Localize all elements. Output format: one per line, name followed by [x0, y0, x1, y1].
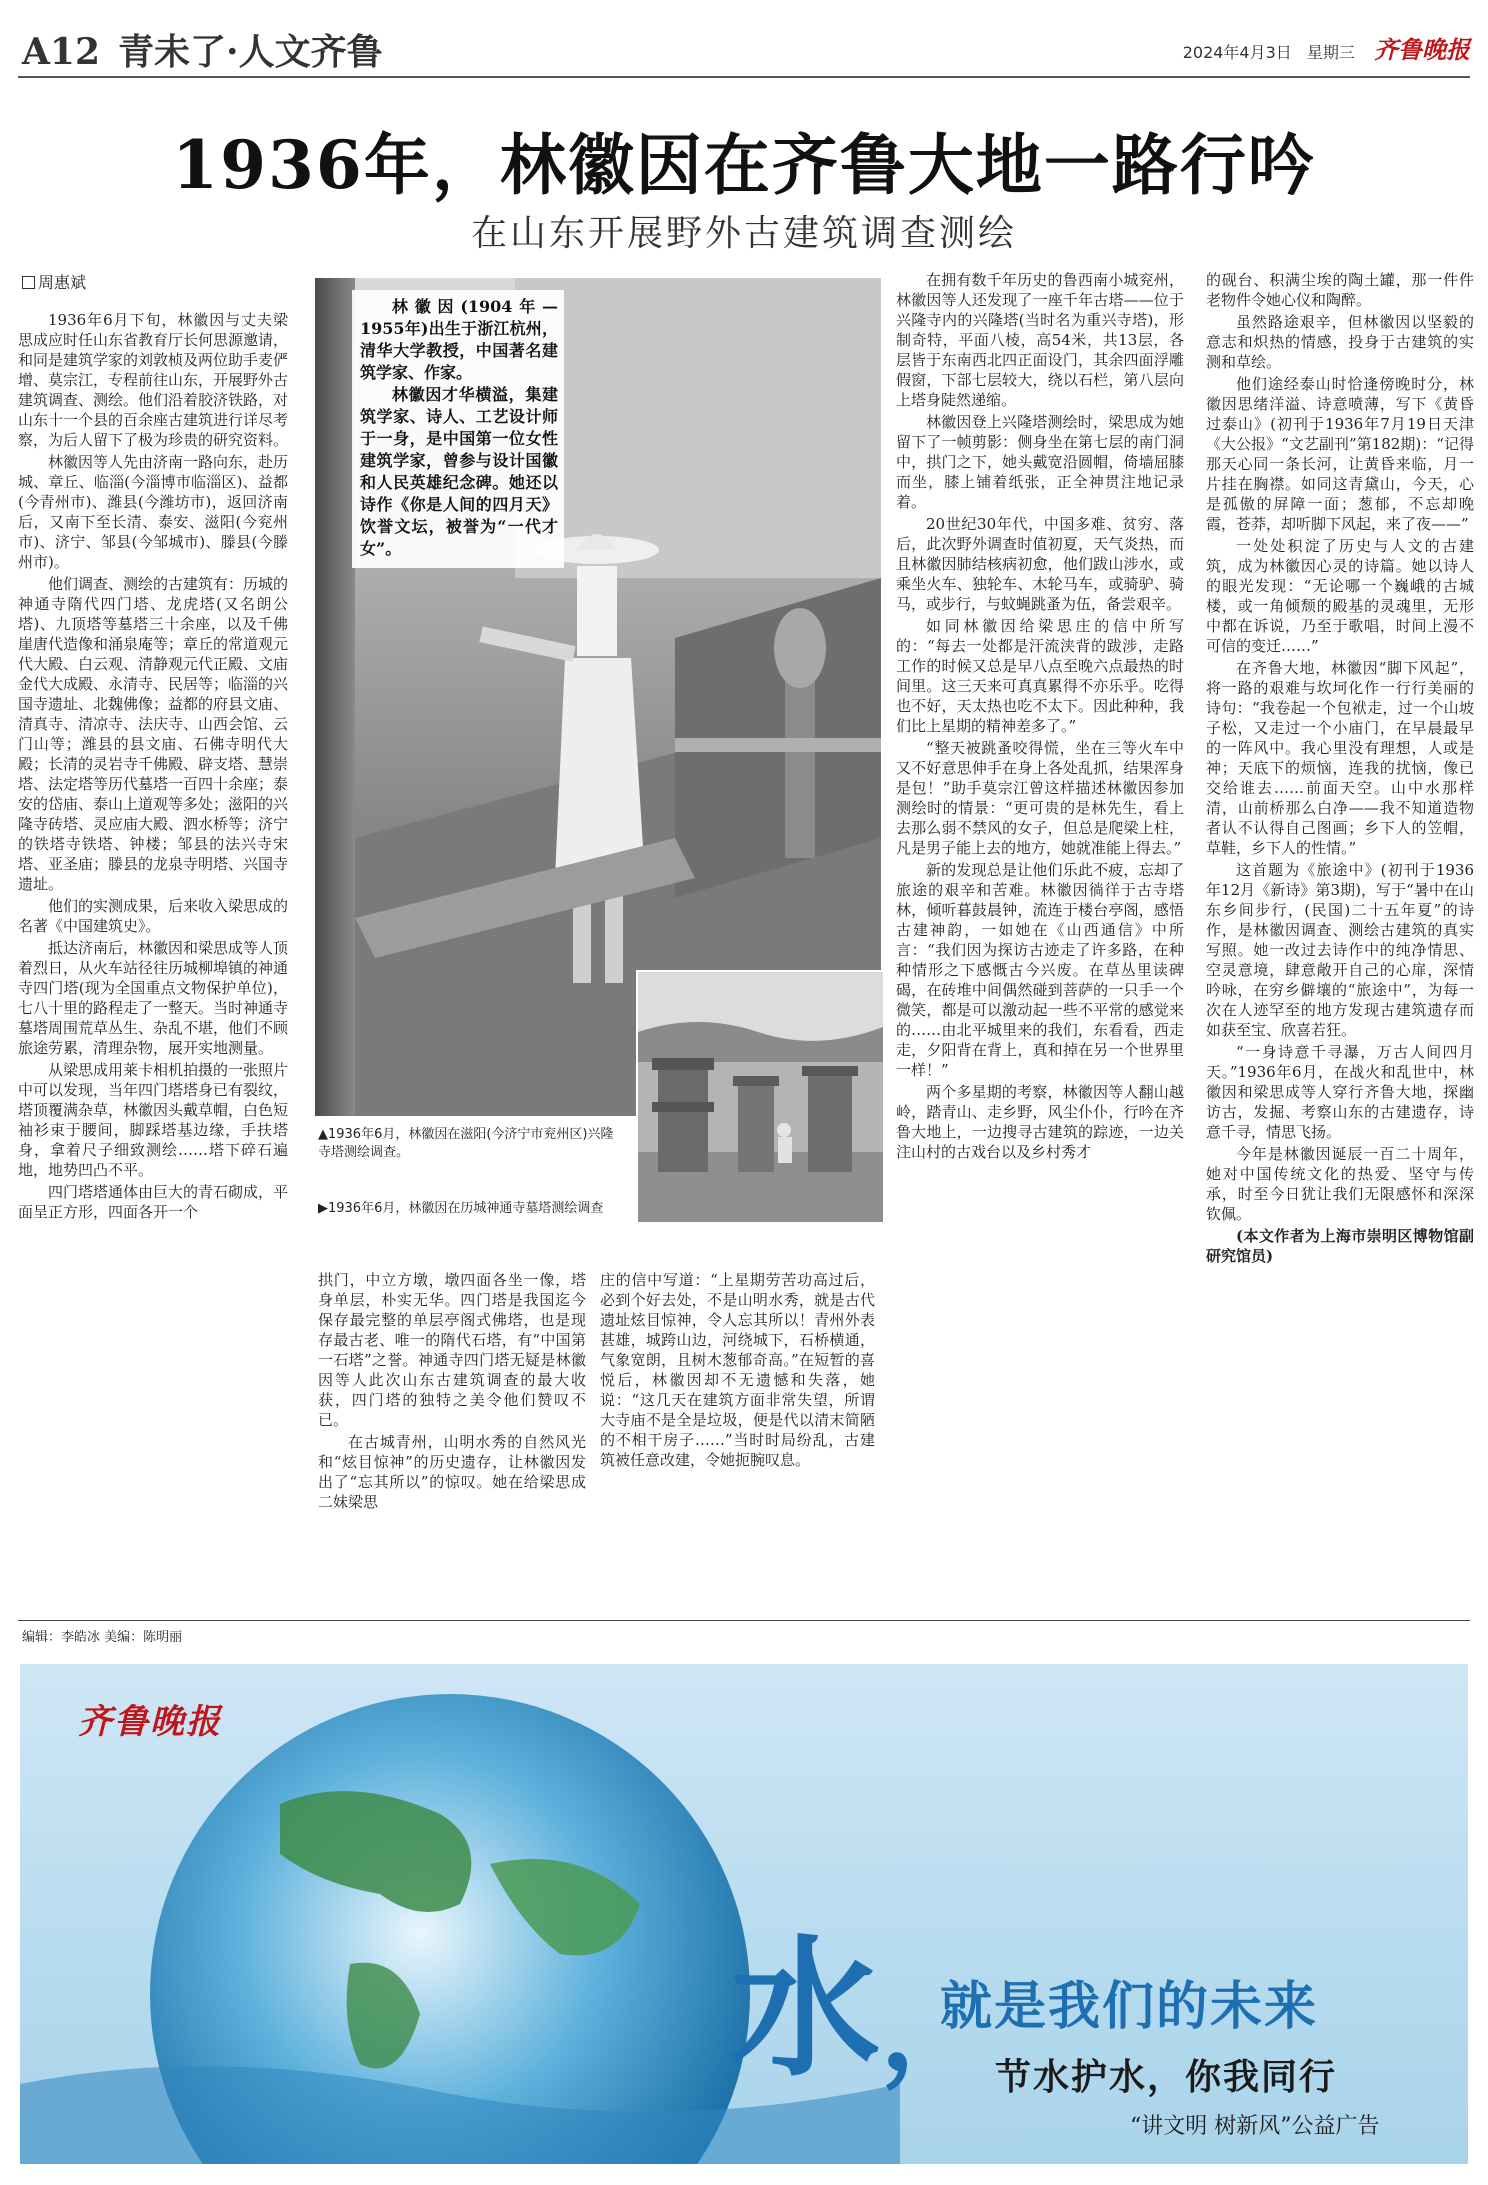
page-header-right: [1183, 30, 1470, 65]
paragraph: 在齐鲁大地，林徽因“脚下风起”，将一路的艰难与坎坷化作一行行美丽的诗句：“我卷起一个包袱走，过一个山坡子松，又走过一个小庙门，在早晨最早的一阵风中。我心里没有理想，人或是神；天底下的烦恼，连我的扰恼，像已交给谁去……前面天空。山中水那样清，山前桥那么白净——我不知道造物者认不认得自己图画；乡下人的笠帽，草鞋，乡下人的性情。”: [1206, 659, 1474, 857]
photo-shentong-tombs: [636, 970, 885, 1224]
paragraph: 四门塔塔通体由巨大的青石砌成，平面呈正方形，四面各开一个: [18, 1183, 288, 1221]
paragraph: 新的发现总是让他们乐此不疲，忘却了旅途的艰辛和苦难。林徽因徜徉于古寺塔林，倾听暮鼓晨钟，流连于楼台亭阁，感悟古建神韵，一如她在《山西通信》中所言：“我们因为探访古迹走了许多路，在种种情形之下感慨古今兴废。在草丛里读碑碣，在砖堆中间偶然碰到菩萨的一只手一个微笑，都是可以激动起一些不平常的感觉来的……由北平城里来的我们，东看看，西走走，夕阳背在背上，真和掉在另一个世界里一样！”: [896, 861, 1184, 1079]
paragraph: 他们途经泰山时恰逢傍晚时分，林徽因思绪洋溢、诗意喷薄，写下《黄昏过泰山》(初刊于1936年7月19日天津《大公报》“文艺副刊”第182期)：“记得那天心同一条长河，让黄昏来临，月一片挂在胸襟。如同这青黛山，今天，心是孤傲的屏障一面；葱郁，不忘却晚霞，苍莽，却听脚下风起，来了夜——”: [1206, 375, 1474, 533]
paragraph: 1936年6月下旬，林徽因与丈夫梁思成应时任山东省教育厅长何思源邀请，和同是建筑学家的刘敦桢及两位助手麦俨增、莫宗江，专程前往山东，开展野外古建筑调查、测绘。他们沿着胶济铁路，对山东十一个县的百余座古建筑进行详尽考察，为后人留下了极为珍贵的研究资料。: [18, 311, 288, 449]
newspaper-logo: 齐鲁晚报: [1374, 36, 1470, 64]
ad-headline: 就是我们的未来: [940, 1976, 1319, 2037]
author-name: 周惠斌: [38, 273, 87, 292]
author-marker: [22, 276, 35, 289]
article-column-3: [600, 1270, 875, 1610]
article-subtitle: 在山东开展野外古建筑调查测绘: [470, 213, 1017, 254]
paragraph: 虽然路途艰辛，但林徽因以坚毅的意志和炽热的情感，投身于古建筑的实测和草绘。: [1206, 313, 1474, 371]
article-title: 1936年，林徽因在齐鲁大地一路行吟: [172, 126, 1316, 204]
photo-caption-2: ▶1936年6月，林徽因在历城神通寺墓塔测绘调查: [318, 1201, 604, 1216]
issue-weekday: 星期三: [1306, 43, 1355, 62]
paragraph: “整天被跳蚤咬得慌，坐在三等火车中又不好意思伸手在身上各处乱抓，结果浑身是包！”助手莫宗江曾这样描述林徽因参加测绘时的情景：“更可贵的是林先生，看上去那么弱不禁风的女子，但总是爬梁上柱，凡是男子能上去的地方，她就准能上得去。”: [896, 739, 1184, 857]
article-column-4: [896, 270, 1184, 1610]
author-note: (本文作者为上海市崇明区博物馆副研究馆员): [1206, 1227, 1474, 1265]
paragraph: 林徽因登上兴隆塔测绘时，梁思成为她留下了一帧剪影：侧身坐在第七层的南门洞中，拱门之下，她头戴宽沿圆帽，倚墙屈膝而坐，膝上铺着纸张，正全神贯注地记录着。: [896, 413, 1184, 511]
paragraph: 抵达济南后，林徽因和梁思成等人顶着烈日，从火车站径往历城柳埠镇的神通寺四门塔(现为全国重点文物保护单位)，七八十里的路程走了一整天。当时神通寺墓塔周围荒草丛生、杂乱不堪，他们不顾旅途劳累，清理杂物，展开实地测量。: [18, 939, 288, 1057]
page-number: A12: [22, 31, 101, 73]
ad-brand-logo: 齐鲁晚报: [78, 1702, 222, 1742]
paragraph: 从梁思成用莱卡相机拍摄的一张照片中可以发现，当年四门塔塔身已有裂纹，塔顶覆满杂草，林徽因头戴草帽，白色短袖衫束于腰间，脚踩塔基边缘，手扶塔身，拿着尺子细致测绘……塔下碎石遍地，地势凹凸不平。: [18, 1061, 288, 1179]
paragraph: 拱门，中立方墩，墩四面各坐一像，塔身单层，朴实无华。四门塔是我国迄今保存最完整的单层亭阁式佛塔，也是现存最古老、唯一的隋代石塔，有“中国第一石塔”之誉。神通寺四门塔无疑是林徽因等人此次山东古建筑调查的最大收获，四门塔的独特之美令他们赞叹不已。: [318, 1271, 586, 1429]
header-rule: [18, 76, 1470, 78]
paragraph: “一身诗意千寻瀑，万古人间四月天。”1936年6月，在战火和乱世中，林徽因和梁思成等人穿行齐鲁大地，探幽访古，发掘、考察山东的古建遗存，诗意千寻，情思飞扬。: [1206, 1043, 1474, 1141]
paragraph: 一处处积淀了历史与人文的古建筑，成为林徽因心灵的诗篇。她以诗人的眼光发现：“无论哪一个巍峨的古城楼，或一角倾颓的殿基的灵魂里，无形中都在诉说，乃至于歌唱，时间上漫不可信的变迁……”: [1206, 537, 1474, 655]
article-column-5: [1206, 270, 1474, 1610]
page-header-left: [22, 24, 383, 75]
ad-headline-comma: ，: [880, 1964, 990, 2093]
paragraph: 这首题为《旅途中》(初刊于1936年12月《新诗》第3期)，写于“暑中在山东乡间步行，(民国)二十五年夏”的诗作，是林徽因调查、测绘古建筑的真实写照。她一改过去诗作中的纯净情思、空灵意境，肆意敞开自己的心扉，深情吟咏，在穷乡僻壤的“旅途中”，为每一次在人迹罕至的地方发现古建筑遗存而如获至宝、欣喜若狂。: [1206, 861, 1474, 1039]
paragraph: 在古城青州，山明水秀的自然风光和“炫目惊神”的历史遗存，让林徽因发出了“忘其所以”的惊叹。她在给梁思成二妹梁思: [318, 1433, 586, 1511]
bio-paragraph: 林徽因(1904年—1955年)出生于浙江杭州，清华大学教授，中国著名建筑学家、作家。: [360, 297, 558, 382]
photo-caption-1: ▲1936年6月，林徽因在滋阳(今济宁市兖州区)兴隆寺塔测绘调查。: [318, 1127, 614, 1160]
issue-date: 2024年4月3日: [1182, 43, 1292, 62]
author-bio-box: [352, 290, 564, 568]
paragraph: 两个多星期的考察，林徽因等人翻山越岭，踏青山、走乡野，风尘仆仆，行吟在齐鲁大地上，一边搜寻古建筑的踪迹，一边关注山村的古戏台以及乡村秀才: [896, 1083, 1184, 1161]
public-service-ad: [20, 1664, 1468, 2164]
photo-image: [638, 972, 883, 1222]
paragraph: 在拥有数千年历史的鲁西南小城兖州，林徽因等人还发现了一座千年古塔——位于兴隆寺内的兴隆塔(当时名为重兴寺塔)，形制奇特，平面八棱，高54米，共13层，各层皆于东南西北四正面设门，其余四面浮雕假窗，下部七层较大，绕以石栏，第八层向上塔身陡然递缩。: [896, 271, 1184, 409]
bio-paragraph: 林徽因才华横溢，集建筑学家、诗人、工艺设计师于一身，是中国第一位女性建筑学家，曾参与设计国徽和人民英雄纪念碑。她还以诗作《你是人间的四月天》饮誉文坛，被誉为“一代才女”。: [360, 385, 558, 558]
section-title: 青未了·人文齐鲁: [118, 31, 383, 73]
paragraph: 20世纪30年代，中国多难、贫穷、落后，此次野外调查时值初夏，天气炎热，而且林徽因肺结核病初愈，他们跋山涉水，或乘坐火车、独轮车、木轮马车，或骑驴、骑马，或步行，与蚊蝇跳蚤为伍，备尝艰辛。: [896, 515, 1184, 613]
paragraph: 今年是林徽因诞辰一百二十周年，她对中国传统文化的热爱、坚守与传承，时至今日犹让我们无限感怀和深深钦佩。: [1206, 1145, 1474, 1223]
editor-credits: 编辑：李皓冰 美编：陈明丽: [22, 1630, 183, 1645]
ad-slogan: 节水护水，你我同行: [995, 2056, 1338, 2098]
credits-rule: [18, 1620, 1470, 1621]
ad-headline-char: 水: [730, 1921, 881, 2097]
paragraph: 他们调查、测绘的古建筑有：历城的神通寺隋代四门塔、龙虎塔(又名朗公塔)、九顶塔等墓塔三十余座，以及千佛崖唐代造像和涌泉庵等；章丘的常道观元代大殿、白云观、清静观元代正殿、文庙金代大成殿、永清寺、民居等；临淄的兴国寺遗址、北魏佛像；益都的府县文庙、清真寺、清凉寺、法庆寺、山西会馆、云门山等；潍县的县文庙、石佛寺明代大殿；长清的灵岩寺千佛殿、辟支塔、慧崇塔、法定塔等历代墓塔一百四十余座；泰安的岱庙、泰山上道观等多处；滋阳的兴隆寺砖塔、灵应庙大殿、泗水桥等；济宁的铁塔寺铁塔、钟楼；邹县的法兴寺宋塔、亚圣庙；滕县的龙泉寺明塔、兴国寺遗址。: [18, 575, 288, 893]
article-column-2: [318, 1270, 586, 1610]
paragraph: 的砚台、积满尘埃的陶土罐，那一件件老物件令她心仪和陶醉。: [1206, 271, 1474, 309]
article-author: [22, 270, 86, 293]
paragraph: 林徽因等人先由济南一路向东，赴历城、章丘、临淄(今淄博市临淄区)、益都(今青州市)、潍县(今潍坊市)，返回济南后，又南下至长清、泰安、滋阳(今兖州市)、济宁、邹县(今邹城市)、滕县(今滕州市)。: [18, 453, 288, 571]
paragraph: 他们的实测成果，后来收入梁思成的名著《中国建筑史》。: [18, 897, 288, 935]
article-column-1: [18, 310, 288, 1600]
paragraph: 如同林徽因给梁思庄的信中所写的：“每去一处都是汗流浃背的跋涉，走路工作的时候又总是早八点至晚六点最热的时间里。这三天来可真真累得不亦乐乎。吃得也不好，天太热也吃不太下。因此种种，我们比上星期的精神差多了。”: [896, 617, 1184, 735]
paragraph: 庄的信中写道：“上星期劳苦功高过后，必到个好去处，不是山明水秀，就是古代遗址炫目惊神，令人忘其所以！青州外表甚雄，城跨山边，河绕城下，石桥横通，气象宽朗，且树木葱郁奇高。”在短暂的喜悦后，林徽因却不无遗憾和失落，她说：“这几天在建筑方面非常失望，所谓大寺庙不是全是垃圾，便是代以清末简陋的不相干房子……”当时时局纷乱，古建筑被任意改建，令她扼腕叹息。: [600, 1271, 875, 1469]
ad-footer: “讲文明 树新风”公益广告: [1130, 2114, 1380, 2139]
